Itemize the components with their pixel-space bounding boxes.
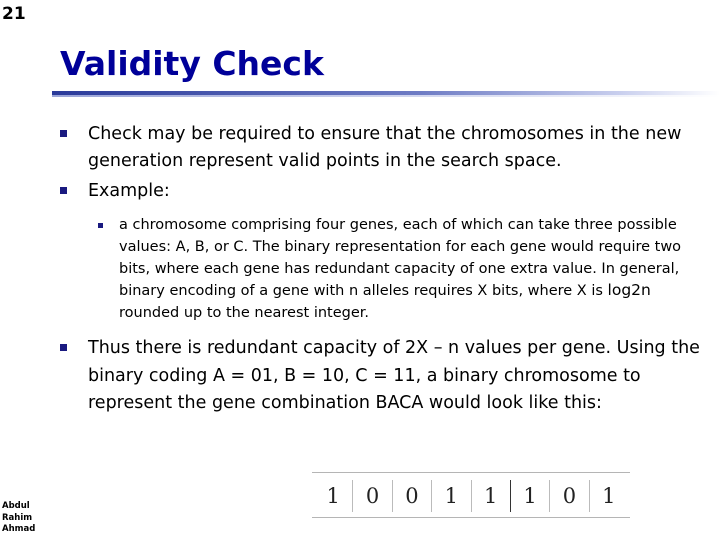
bullet-example	[60, 178, 700, 205]
text-emphasis: binary representation	[284, 238, 442, 255]
bit-cell: 0	[405, 484, 419, 508]
bullet-square-icon	[60, 130, 67, 137]
chromosome-top-border	[312, 472, 630, 473]
bit-cell: 0	[562, 484, 577, 508]
author-line: Rahim	[2, 512, 33, 523]
bit-cell: 1	[326, 484, 340, 508]
text-emphasis: log2n	[607, 281, 651, 300]
slide-number: 21	[2, 4, 26, 24]
bullet-redundant-capacity	[60, 335, 700, 418]
author-name	[2, 501, 35, 536]
text-run: a chromosome comprising	[119, 217, 316, 233]
bullet-text: Example:	[88, 181, 170, 201]
bullet-text: Check may be required to ensure that the chromosomes in the new generation represent valid points in the search space.	[88, 124, 682, 171]
sub-bullet-text	[119, 215, 698, 325]
text-run: .	[364, 305, 370, 322]
bit-cell: 1	[602, 484, 616, 508]
bullet-text: Thus there is redundant capacity of 2X – n values per gene. Using the binary coding A = 01, B = 10, C = 11, a binary chromosome to represent the gene combination BACA would look like this:	[88, 338, 700, 413]
chromosome-bottom-border	[312, 517, 630, 518]
text-emphasis: four genes	[316, 217, 394, 233]
bullet-square-icon	[60, 187, 67, 194]
bit-cell: 1	[484, 484, 498, 508]
text-run: , each of which can take	[393, 217, 575, 233]
title-underline-shadow	[52, 95, 720, 97]
text-emphasis: rounded up to the nearest integer	[119, 305, 365, 322]
bit-cell: 1	[444, 484, 458, 508]
bullet-square-icon	[98, 223, 103, 228]
text-emphasis: three	[574, 217, 613, 233]
author-line: Ahmad	[2, 524, 36, 534]
author-line: Abdul	[2, 501, 30, 511]
text-run: for each gene would require two bits, where each gene has redundant capacity of one extra value. In general, binary encoding of a gene with n alleles requires X bits, where X is	[119, 238, 682, 300]
bit-cell: 0	[365, 484, 380, 508]
bullet-validity	[60, 121, 700, 175]
sub-bullet-example-detail	[98, 215, 698, 325]
chromosome-bits	[314, 480, 628, 512]
text-run: possible values: A, B, or C. The	[119, 217, 677, 255]
bit-cell: 1	[523, 484, 537, 508]
bullet-square-icon	[60, 344, 67, 351]
chromosome-diagram	[312, 472, 630, 518]
slide-title: Validity Check	[60, 44, 324, 83]
